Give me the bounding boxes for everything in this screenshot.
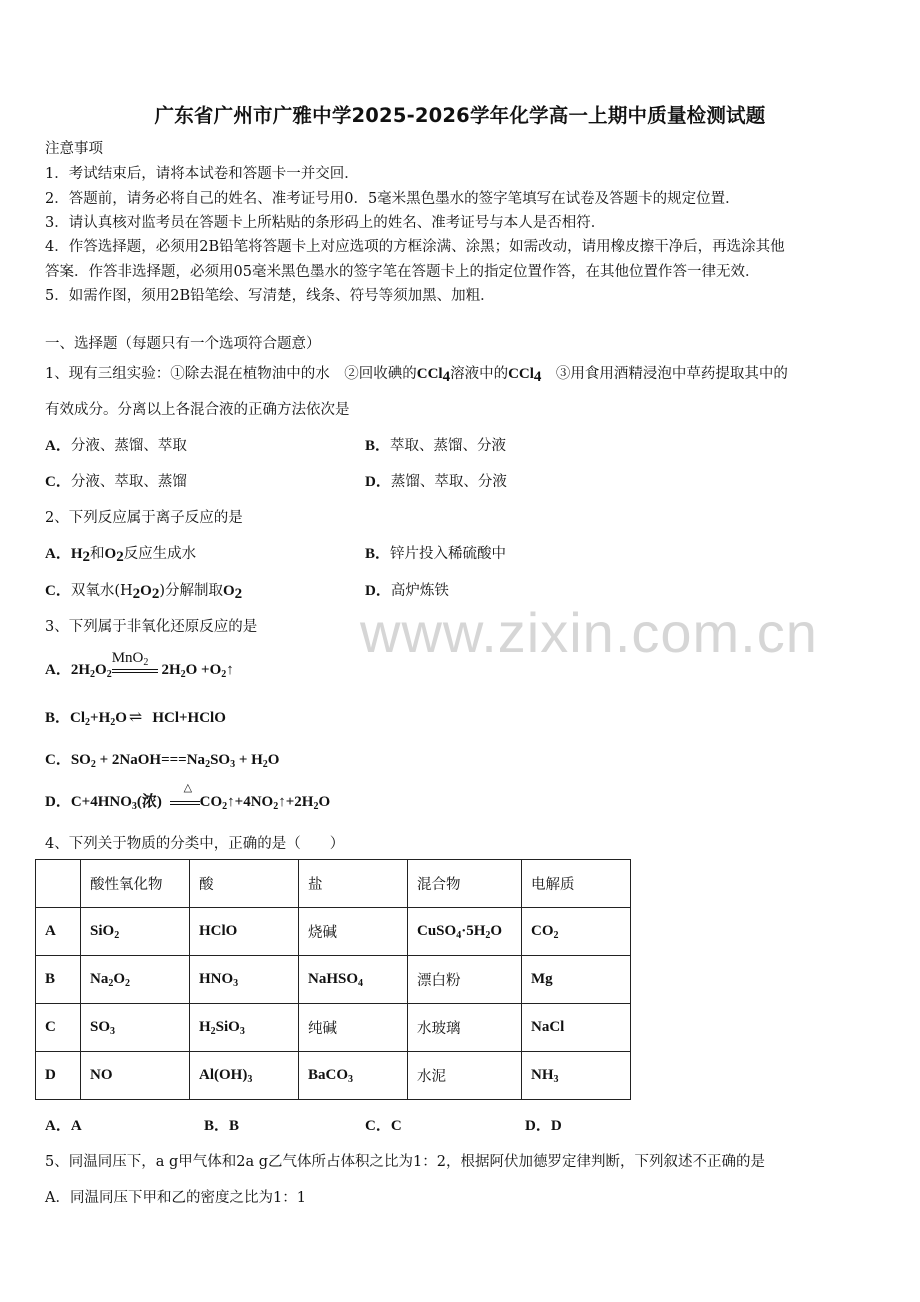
notice-item: 4．作答选择题，必须用2B铅笔将答题卡上对应选项的方框涂满、涂黑；如需改动，请用橡皮擦干净后，再选涂其他: [45, 239, 785, 255]
option-4a[interactable]: A．A: [45, 1118, 82, 1134]
table-cell: $Na_2O_2$: [81, 956, 190, 1004]
question-4-stem: 4、下列关于物质的分类中，正确的是（ ）: [45, 836, 345, 852]
table-cell: 纯碱: [299, 1004, 408, 1052]
table-cell: HClO: [190, 908, 299, 956]
notice-item: 2．答题前，请务必将自己的姓名、准考证号用0．5毫米黑色墨水的签字笔填写在试卷及答题卡的规定位置．: [45, 191, 740, 207]
option-2d[interactable]: D．高炉炼铁: [365, 583, 449, 599]
classification-table: [35, 859, 631, 1100]
table-cell: NaHSO$_4$: [299, 956, 408, 1004]
option-4d[interactable]: D．D: [525, 1118, 562, 1134]
heat-equals-sign: △: [170, 794, 200, 811]
table-cell: $H_2SiO_3$: [190, 1004, 299, 1052]
table-cell: $CuSO_4\cdot 5H_2O$: [408, 908, 522, 956]
option-4c[interactable]: C．C: [365, 1118, 402, 1134]
page-title: 广东省广州市广雅中学2025-2026学年化学高一上期中质量检测试题: [154, 104, 766, 127]
table-header-cell: [36, 860, 81, 908]
table-cell: B: [36, 956, 81, 1004]
table-header-cell: 电解质: [522, 860, 631, 908]
table-row: [36, 908, 631, 956]
option-1b[interactable]: B．萃取、蒸馏、分液: [365, 438, 507, 454]
notice-item: 答案．作答非选择题，必须用05毫米黑色墨水的签字笔在答题卡上的指定位置作答，在其他位置作答一律无效．: [45, 264, 760, 280]
table-row: [36, 956, 631, 1004]
table-cell: BaCO$_3$: [299, 1052, 408, 1100]
table-cell: D: [36, 1052, 81, 1100]
table-cell: A: [36, 908, 81, 956]
table-header-cell: 盐: [299, 860, 408, 908]
table-cell: NaCl: [522, 1004, 631, 1052]
question-3-stem: 3、下列属于非氧化还原反应的是: [45, 619, 258, 635]
table-cell: Mg: [522, 956, 631, 1004]
section-heading: 一、选择题（每题只有一个选项符合题意）: [45, 336, 321, 352]
table-cell: $Al(OH)_3$: [190, 1052, 299, 1100]
option-1a[interactable]: A．分液、蒸馏、萃取: [45, 438, 187, 454]
notice-heading: 注意事项: [45, 141, 103, 157]
table-header-cell: 酸: [190, 860, 299, 908]
option-2c[interactable]: C．双氧水$(H_2O_2)$分解制取$O_2$: [45, 583, 243, 602]
option-2b[interactable]: B．锌片投入稀硫酸中: [365, 546, 507, 562]
table-cell: $HNO_3$: [190, 956, 299, 1004]
notice-item: 3．请认真核对监考员在答题卡上所粘贴的条形码上的姓名、准考证号与本人是否相符．: [45, 215, 606, 231]
table-header-cell: 酸性氧化物: [81, 860, 190, 908]
table-cell: $CO_2$: [522, 908, 631, 956]
table-cell: 水泥: [408, 1052, 522, 1100]
question-2-stem: 2、下列反应属于离子反应的是: [45, 510, 243, 526]
table-cell: 烧碱: [299, 908, 408, 956]
question-1-stem-cont: 有效成分。分离以上各混合液的正确方法依次是: [45, 402, 350, 418]
table-header-row: [36, 860, 631, 908]
option-3b[interactable]: B．$Cl_2+H_2O$ ⇌ HCl+HClO: [45, 709, 226, 728]
table-cell: $NH_3$: [522, 1052, 631, 1100]
table-cell: C: [36, 1004, 81, 1052]
option-5a[interactable]: A．同温同压下甲和乙的密度之比为1：1: [45, 1190, 306, 1206]
table-cell: $SO_3$: [81, 1004, 190, 1052]
notice-item: 5．如需作图，须用2B铅笔绘、写清楚，线条、符号等须加黑、加粗．: [45, 288, 495, 304]
watermark: www.zixin.com.cn: [360, 601, 818, 664]
table-row: [36, 1004, 631, 1052]
option-3d[interactable]: D．$C+4HNO_3$(浓) △ $CO_2↑+4NO_2↑+2H_2O$: [45, 782, 331, 812]
option-1d[interactable]: D．蒸馏、萃取、分液: [365, 474, 507, 490]
option-2a[interactable]: A．$H_2$和$O_2$反应生成水: [45, 546, 197, 565]
notice-item: 1．考试结束后，请将本试卷和答题卡一并交回．: [45, 166, 359, 182]
table-cell: SiO$_2$: [81, 908, 190, 956]
table-cell: NO: [81, 1052, 190, 1100]
table-row: [36, 1052, 631, 1100]
catalyst-equals-sign: MnO$_2$: [112, 662, 158, 679]
table-cell: 水玻璃: [408, 1004, 522, 1052]
question-5-stem: 5、同温同压下，a g甲气体和2a g乙气体所占体积之比为1：2，根据阿伏加德罗定律判断，下列叙述不正确的是: [45, 1154, 765, 1170]
reversible-arrow-icon: ⇌: [128, 709, 143, 726]
question-1-stem: 1、现有三组实验：①除去混在植物油中的水 ②回收碘的CCl$_4$溶液中的CCl$_4$ ③用食用酒精浸泡中草药提取其中的: [45, 366, 788, 385]
table-cell: 漂白粉: [408, 956, 522, 1004]
option-3a[interactable]: A．$2H_2O_2$ MnO$_2$ $2H_2O$ $+O_2↑$: [45, 650, 234, 680]
table-header-cell: 混合物: [408, 860, 522, 908]
option-1c[interactable]: C．分液、萃取、蒸馏: [45, 474, 187, 490]
option-3c[interactable]: C．$SO_2$ + $2NaOH===Na_2SO_3 + H_2O$: [45, 752, 280, 770]
option-4b[interactable]: B．B: [204, 1118, 240, 1134]
